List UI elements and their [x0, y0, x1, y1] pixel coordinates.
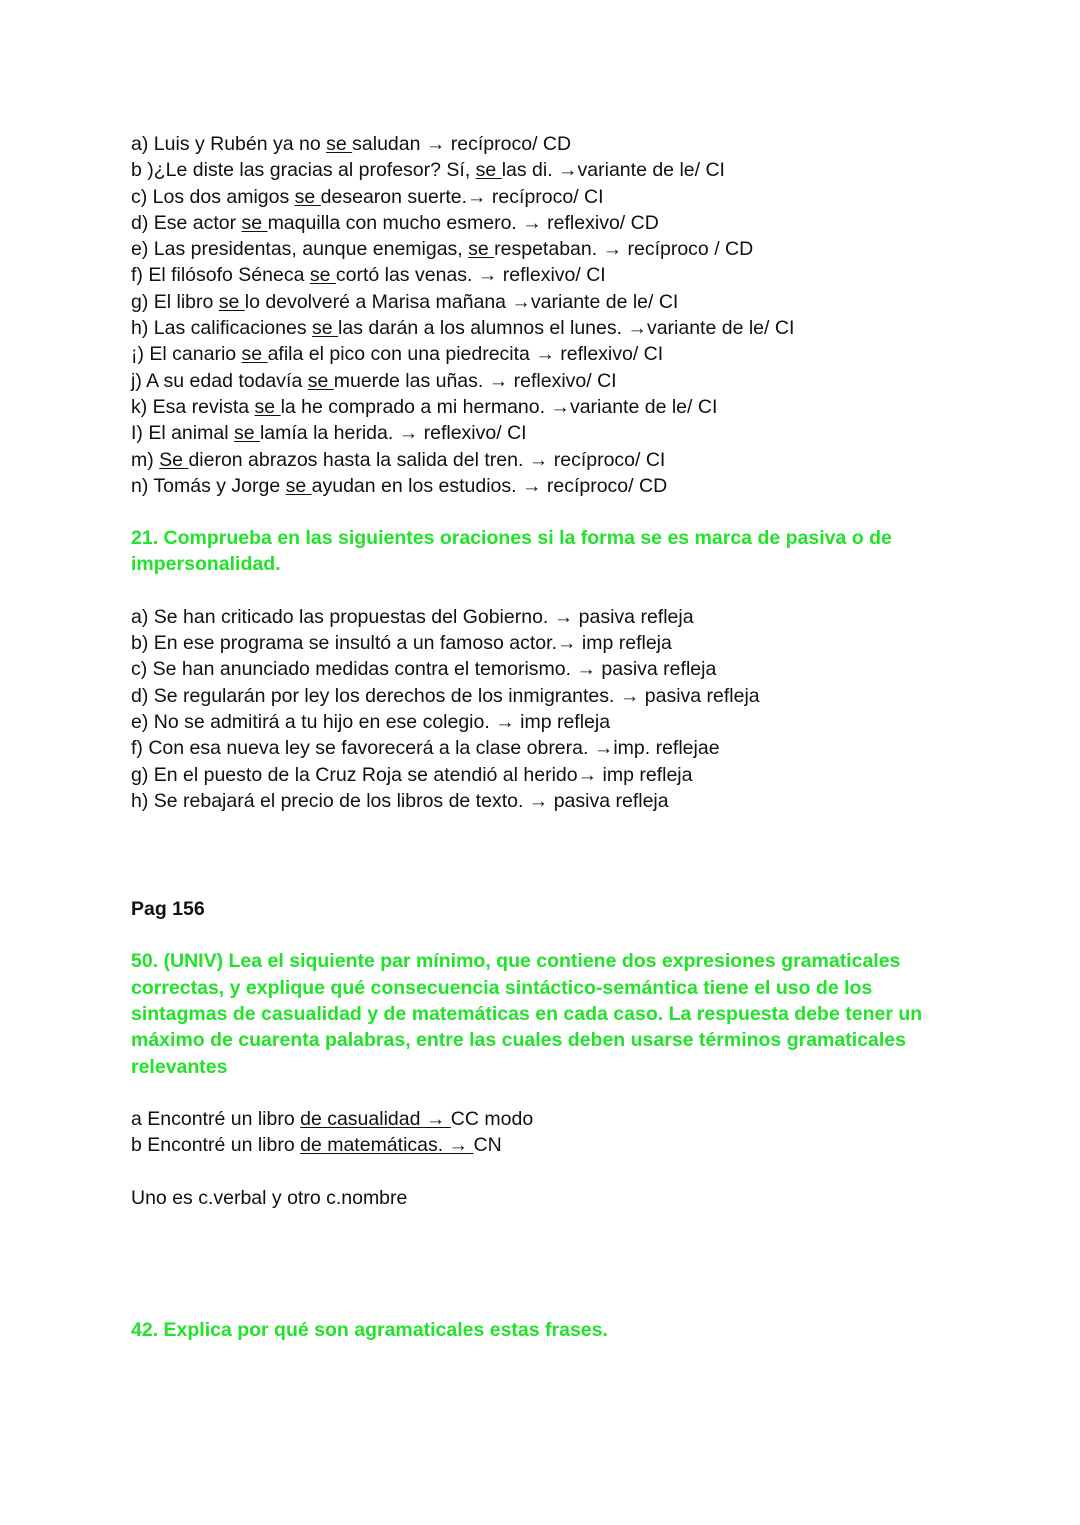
- list-item: n) Tomás y Jorge se ayudan en los estudios. → recíproco/ CD: [131, 474, 668, 497]
- exercise-21-heading: 21. Comprueba en las siguientes oraciones si la forma se es marca de pasiva o de impersonalidad.: [131, 527, 892, 576]
- list-item: c) Los dos amigos se desearon suerte.→ recíproco/ CI: [131, 185, 604, 208]
- list-item: a Encontré un libro de casualidad → CC modo: [131, 1107, 534, 1130]
- exercise-42-heading: 42. Explica por qué son agramaticales estas frases.: [131, 1318, 608, 1341]
- se-classification-list: [131, 131, 991, 499]
- list-item: c) Se han anunciado medidas contra el temorismo. → pasiva refleja: [131, 658, 717, 681]
- list-item: a) Luis y Rubén ya no se saludan → recíproco/ CD: [131, 133, 572, 155]
- list-item: g) En el puesto de la Cruz Roja se atendió al herido→ imp refleja: [131, 763, 693, 786]
- list-item: b )¿Le diste las gracias al profesor? Sí, se las di. →variante de le/ CI: [131, 159, 725, 182]
- document-page: [131, 131, 991, 1343]
- list-item: f) El filósofo Séneca se cortó las venas. → reflexivo/ CI: [131, 264, 606, 287]
- list-item: ¡) El canario se afila el pico con una piedrecita → reflexivo/ CI: [131, 343, 664, 366]
- list-item: h) Las calificaciones se las darán a los alumnos el lunes. →variante de le/ CI: [131, 317, 795, 340]
- list-item: e) No se admitirá a tu hijo en ese colegio. → imp refleja: [131, 710, 611, 733]
- page-label: Pag 156: [131, 898, 205, 921]
- list-item: b) En ese programa se insultó a un famoso actor.→ imp refleja: [131, 632, 672, 655]
- exercise-50-heading: 50. (UNIV) Lea el siquiente par mínimo, que contiene dos expresiones gramaticales correctas, y explique qué consecuencia sintáctico-semántica tiene el uso de los sintagmas de casualidad y de matemáticas en cada caso. La respuesta debe tener un máximo de cuarenta palabras, entre las cuales deben usarse términos gramaticales relevantes: [131, 950, 923, 1078]
- list-item: d) Se regularán por ley los derechos de los inmigrantes. → pasiva refleja: [131, 684, 760, 707]
- list-item: m) Se dieron abrazos hasta la salida del tren. → recíproco/ CI: [131, 448, 666, 471]
- list-item: k) Esa revista se la he comprado a mi hermano. →variante de le/ CI: [131, 395, 718, 418]
- list-item: h) Se rebajará el precio de los libros de texto. → pasiva refleja: [131, 789, 669, 812]
- exercise-21-list: [131, 604, 991, 814]
- list-item: f) Con esa nueva ley se favorecerá a la clase obrera. →imp. reflejae: [131, 737, 720, 760]
- list-item: g) El libro se lo devolveré a Marisa mañana →variante de le/ CI: [131, 290, 679, 313]
- list-item: e) Las presidentas, aunque enemigas, se respetaban. → recíproco / CD: [131, 238, 754, 261]
- list-item: d) Ese actor se maquilla con mucho esmero. → reflexivo/ CD: [131, 211, 659, 234]
- answer-text: Uno es c.verbal y otro c.nombre: [131, 1186, 408, 1209]
- list-item: I) El animal se lamía la herida. → reflexivo/ CI: [131, 422, 527, 445]
- list-item: a) Se han criticado las propuestas del Gobierno. → pasiva refleja: [131, 605, 694, 628]
- list-item: j) A su edad todavía se muerde las uñas. → reflexivo/ CI: [131, 369, 617, 392]
- list-item: b Encontré un libro de matemáticas. → CN: [131, 1134, 502, 1157]
